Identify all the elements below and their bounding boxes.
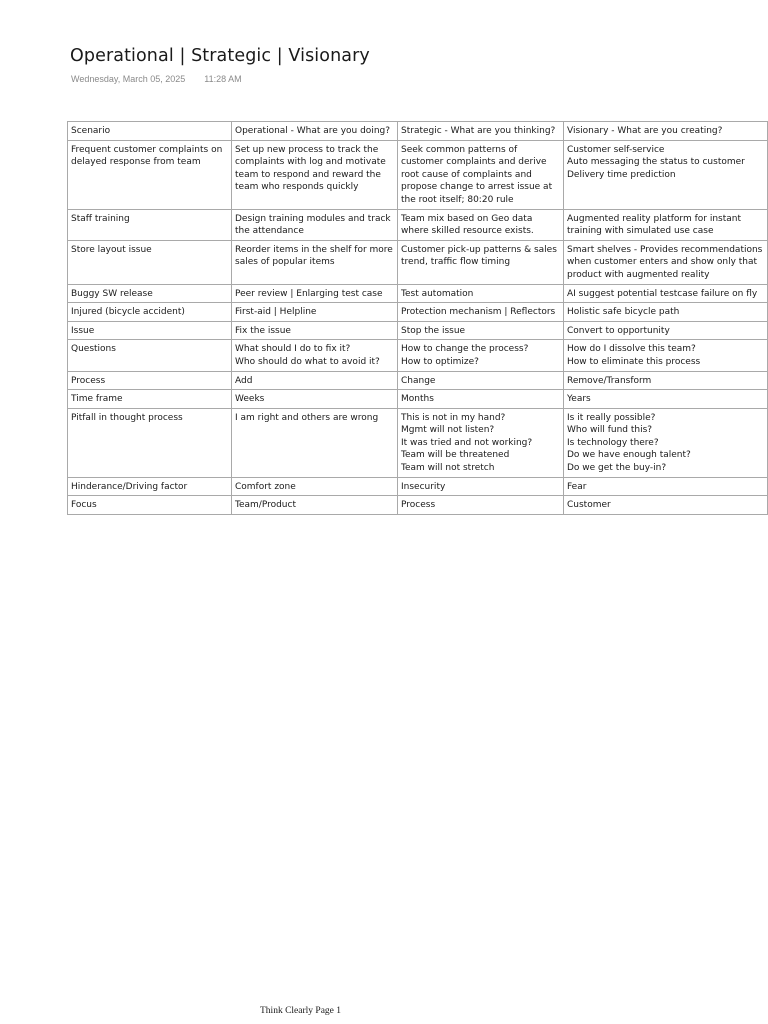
cell-text: Fix the issue [235, 325, 291, 336]
table-cell-strategic [398, 303, 564, 322]
table-cell-scenario [68, 371, 232, 390]
page-footer: Think Clearly Page 1 [260, 1006, 341, 1016]
table-cell-scenario [68, 240, 232, 284]
table-cell-scenario [68, 340, 232, 371]
table-cell-operational [232, 209, 398, 240]
table-row [68, 496, 768, 515]
cell-text: Team will be threatened [401, 450, 510, 461]
note-date: Wednesday, March 05, 2025 [71, 74, 186, 84]
table-row [68, 303, 768, 322]
cell-text: Staff training [71, 213, 130, 224]
cell-text: Pitfall in thought process [71, 412, 183, 423]
cell-text: Buggy SW release [71, 288, 153, 299]
cell-text: Process [401, 500, 436, 511]
table-cell-strategic [398, 477, 564, 496]
table-cell-visionary [564, 390, 768, 409]
table-row [68, 477, 768, 496]
table-cell-operational [232, 371, 398, 390]
header-cell-strategic: Strategic - What are you thinking? [398, 122, 564, 141]
cell-text: Months [401, 394, 434, 405]
table-cell-strategic [398, 390, 564, 409]
cell-text: Is technology there? [567, 437, 659, 448]
table-cell-strategic [398, 321, 564, 340]
cell-text: Do we have enough talent? [567, 450, 691, 461]
cell-text: Who should do what to avoid it? [235, 356, 380, 367]
cell-text: Add [235, 375, 253, 386]
header-cell-operational: Operational - What are you doing? [232, 122, 398, 141]
cell-text: Mgmt will not listen? [401, 425, 495, 436]
table-cell-operational [232, 408, 398, 477]
note-metadata [71, 74, 242, 84]
table-row [68, 321, 768, 340]
cell-text: Change [401, 375, 436, 386]
cell-text: Frequent customer complaints on delayed response from team [71, 144, 223, 168]
cell-text: Questions [71, 344, 116, 355]
cell-text: Remove/Transform [567, 375, 652, 386]
cell-text: First-aid | Helpline [235, 307, 317, 318]
table-cell-strategic [398, 209, 564, 240]
cell-text: Process [71, 375, 106, 386]
cell-text: Injured (bicycle accident) [71, 307, 185, 318]
table-body [68, 140, 768, 514]
table-cell-visionary [564, 496, 768, 515]
cell-text: Comfort zone [235, 481, 296, 492]
cell-text: Issue [71, 325, 95, 336]
cell-text: Smart shelves - Provides recommendations when customer enters and show only that product with augmented reality [567, 244, 763, 280]
table-cell-strategic [398, 340, 564, 371]
page-title: Operational | Strategic | Visionary [70, 46, 370, 66]
cell-text: Test automation [401, 288, 474, 299]
cell-text: Holistic safe bicycle path [567, 307, 680, 318]
table-row [68, 240, 768, 284]
table-cell-visionary [564, 209, 768, 240]
table-cell-scenario [68, 303, 232, 322]
cell-text: Peer review | Enlarging test case [235, 288, 383, 299]
table-cell-visionary [564, 303, 768, 322]
table-row [68, 284, 768, 303]
table-cell-operational [232, 240, 398, 284]
cell-text: Stop the issue [401, 325, 466, 336]
cell-text: How to optimize? [401, 356, 479, 367]
cell-text: Protection mechanism | Reflectors [401, 307, 556, 318]
cell-text: Auto messaging the status to customer [567, 157, 745, 168]
table-row [68, 209, 768, 240]
table-row [68, 371, 768, 390]
cell-text: Convert to opportunity [567, 325, 670, 336]
table-header-row [68, 122, 768, 141]
table-cell-operational [232, 390, 398, 409]
table-row [68, 340, 768, 371]
table-cell-scenario [68, 496, 232, 515]
table-cell-visionary [564, 371, 768, 390]
cell-text: How do I dissolve this team? [567, 344, 696, 355]
table-row [68, 140, 768, 209]
cell-text: What should I do to fix it? [235, 344, 351, 355]
table-row [68, 390, 768, 409]
cell-text: Store layout issue [71, 244, 152, 255]
note-time: 11:28 AM [204, 74, 242, 84]
table-cell-visionary [564, 477, 768, 496]
cell-text: Focus [71, 500, 97, 511]
cell-text: Do we get the buy-in? [567, 463, 667, 474]
table-cell-scenario [68, 408, 232, 477]
table-cell-visionary [564, 240, 768, 284]
table-cell-strategic [398, 140, 564, 209]
cell-text: Set up new process to track the complaints with log and motivate team to respond and reward the team who responds quickly [235, 144, 386, 193]
table-cell-operational [232, 340, 398, 371]
header-cell-visionary: Visionary - What are you creating? [564, 122, 768, 141]
table-cell-scenario [68, 321, 232, 340]
table-cell-scenario [68, 284, 232, 303]
cell-text: How to eliminate this process [567, 356, 701, 367]
cell-text: Design training modules and track the attendance [235, 213, 391, 237]
table-cell-visionary [564, 284, 768, 303]
cell-text: AI suggest potential testcase failure on fly [567, 288, 758, 299]
table-cell-operational [232, 321, 398, 340]
table-cell-visionary [564, 321, 768, 340]
cell-text: It was tried and not working? [401, 437, 533, 448]
cell-text: Fear [567, 481, 587, 492]
cell-text: Years [567, 394, 591, 405]
table-cell-strategic [398, 284, 564, 303]
table-cell-visionary [564, 340, 768, 371]
cell-text: Is it really possible? [567, 412, 656, 423]
table-cell-operational [232, 496, 398, 515]
cell-text: Insecurity [401, 481, 446, 492]
table-cell-strategic [398, 408, 564, 477]
cell-text: Team will not stretch [401, 463, 495, 474]
table-cell-scenario [68, 390, 232, 409]
table-cell-scenario [68, 477, 232, 496]
cell-text: Customer self-service [567, 144, 665, 155]
cell-text: I am right and others are wrong [235, 412, 379, 423]
cell-text: Augmented reality platform for instant training with simulated use case [567, 213, 742, 237]
cell-text: Hinderance/Driving factor [71, 481, 188, 492]
cell-text: Who will fund this? [567, 425, 653, 436]
table-cell-strategic [398, 240, 564, 284]
comparison-table [67, 121, 768, 515]
cell-text: Seek common patterns of customer complaints and derive root cause of complaints and propose change to arrest issue at the root itself; 80:20 rule [401, 144, 553, 205]
table-cell-operational [232, 284, 398, 303]
cell-text: This is not in my hand? [401, 412, 506, 423]
table-row [68, 408, 768, 477]
cell-text: How to change the process? [401, 344, 529, 355]
table-cell-strategic [398, 371, 564, 390]
table-cell-strategic [398, 496, 564, 515]
table-cell-operational [232, 477, 398, 496]
cell-text: Reorder items in the shelf for more sales of popular items [235, 244, 393, 268]
table-cell-operational [232, 140, 398, 209]
cell-text: Delivery time prediction [567, 169, 676, 180]
cell-text: Team/Product [235, 500, 296, 511]
table-cell-scenario [68, 209, 232, 240]
header-cell-scenario: Scenario [68, 122, 232, 141]
cell-text: Team mix based on Geo data where skilled resource exists. [401, 213, 534, 237]
table-cell-operational [232, 303, 398, 322]
cell-text: Time frame [71, 394, 123, 405]
table-cell-scenario [68, 140, 232, 209]
cell-text: Customer [567, 500, 611, 511]
table-cell-visionary [564, 408, 768, 477]
cell-text: Customer pick-up patterns & sales trend, traffic flow timing [401, 244, 557, 268]
table-cell-visionary [564, 140, 768, 209]
cell-text: Weeks [235, 394, 265, 405]
